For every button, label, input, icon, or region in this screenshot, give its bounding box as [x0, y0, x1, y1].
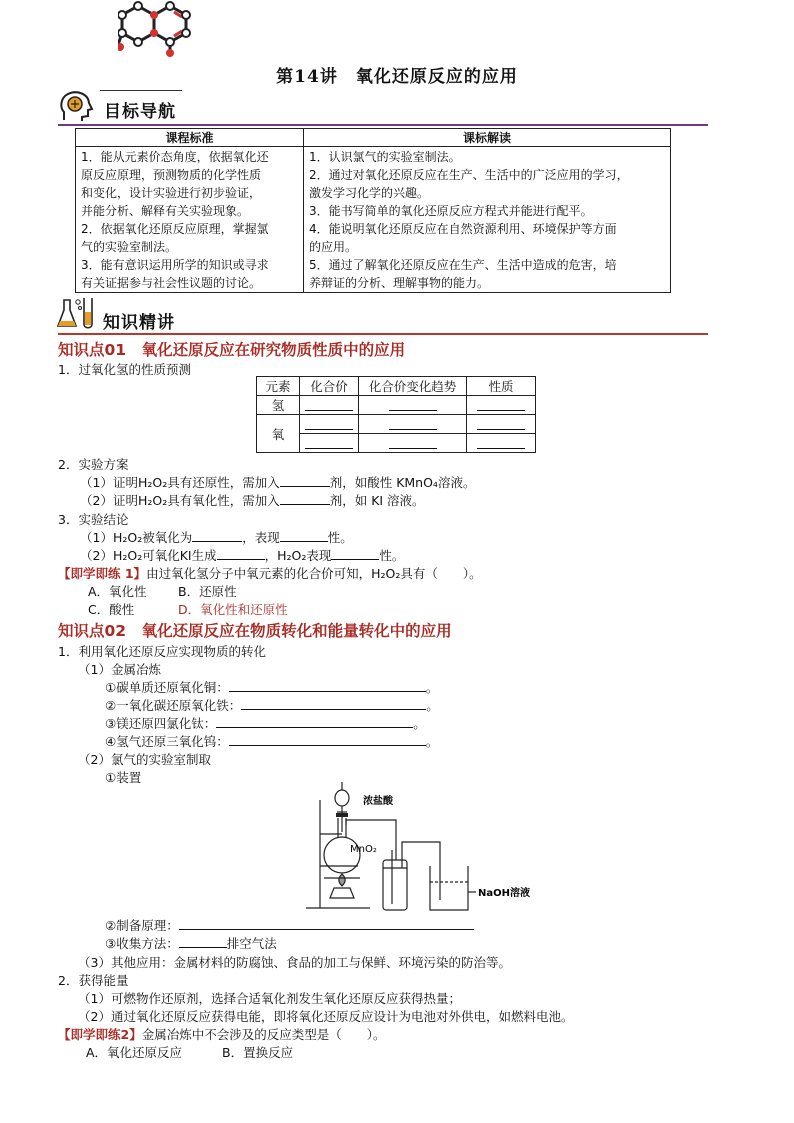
- kp1-item3-1-mid: ，表现: [242, 530, 280, 545]
- standards-left-line: 原反应原理，预测物质的化学性质: [81, 168, 262, 182]
- practice2-option-a[interactable]: A．氧化还原反应: [86, 1045, 183, 1060]
- kp2-principle-text: ②制备原理：: [105, 918, 179, 933]
- goals-heading: 目标导航: [104, 102, 176, 122]
- prop-header-element: 元素: [257, 377, 300, 396]
- chlorine-apparatus-diagram: [300, 780, 540, 915]
- period: 。: [413, 716, 426, 731]
- kp1-item3-1-tail: 性。: [327, 530, 353, 545]
- kp2-e2: （2）通过氧化还原反应获得电能，即将氧化还原反应设计为电池对外供电，如燃料电池。: [78, 1009, 574, 1024]
- standards-header-right: 课标解读: [304, 129, 671, 147]
- label-conc-hcl: 浓盐酸: [363, 796, 393, 807]
- kp2-collect-text: ③收集方法：: [105, 936, 179, 951]
- period: 。: [425, 734, 439, 749]
- kp2-title: 知识点02 氧化还原反应在物质转化和能量转化中的应用: [58, 622, 452, 640]
- standards-left-line: 和变化，设计实验进行初步验证，: [81, 186, 262, 200]
- kp2-m1: [105, 678, 438, 696]
- prop-row-oxygen: 氧: [257, 415, 300, 453]
- kp2-m4: [105, 732, 438, 750]
- blank-cell: [467, 434, 536, 453]
- kp1-item2-2-text: （2）证明H₂O₂具有氧化性，需加入: [80, 493, 280, 508]
- kp1-item2-2-tail: 剂，如 KI 溶液。: [329, 493, 425, 508]
- standards-right-cell: [304, 147, 671, 293]
- answer-blank[interactable]: [331, 547, 379, 560]
- kp1-item3-2-text: （2）H₂O₂可氧化KI生成: [80, 548, 217, 563]
- standards-left-line: 3．能有意识运用所学的知识或寻求: [81, 258, 269, 272]
- knowledge-rule: [58, 333, 708, 335]
- blank-cell: [359, 434, 467, 453]
- kp2-m3: [105, 714, 426, 732]
- practice1-option-a[interactable]: A．氧化性: [88, 584, 147, 599]
- standards-left-line: 1．能从元素价态角度，依据氧化还: [81, 150, 269, 164]
- goals-rule: [58, 124, 708, 126]
- kp1-item2-2: [80, 491, 425, 509]
- page-title: 第14讲 氧化还原反应的应用: [276, 67, 518, 87]
- label-naoh: NaOH溶液: [478, 888, 530, 899]
- goals-divider-top: [100, 90, 182, 91]
- practice2-text: 金属冶炼中不会涉及的反应类型是（ ）。: [141, 1027, 386, 1042]
- standards-table: [75, 128, 671, 293]
- h2o2-property-table: [256, 376, 536, 453]
- label-mno2: MnO₂: [350, 844, 377, 855]
- practice1-tag: 【即学即练 1】: [58, 566, 147, 581]
- kp2-collect: [105, 934, 277, 952]
- prop-row-hydrogen: 氢: [257, 396, 300, 415]
- kp1-item3-2-mid: ，H₂O₂表现: [264, 548, 332, 563]
- head-brain-icon: [58, 90, 94, 124]
- practice2-option-b[interactable]: B．置换反应: [222, 1045, 294, 1060]
- standards-left-line: 并能分析、解释有关实验现象。: [81, 204, 250, 218]
- kp2-sub1: （1）金属冶炼: [78, 662, 161, 677]
- kp1-item1: 1．过氧化氢的性质预测: [58, 362, 191, 377]
- standards-right-line: 激发学习化学的兴趣。: [309, 186, 430, 200]
- kp2-m1-text: ①碳单质还原氧化铜：: [105, 680, 229, 695]
- kp2-item2: 2．获得能量: [58, 973, 129, 988]
- kp1-item3-2-tail: 性。: [379, 548, 405, 563]
- blank-cell: [300, 415, 359, 434]
- flask-icon: [56, 296, 100, 332]
- answer-blank[interactable]: [192, 529, 242, 542]
- answer-blank[interactable]: [280, 474, 330, 487]
- practice1-option-c[interactable]: C．酸性: [88, 602, 135, 617]
- kp2-sub2: （2）氯气的实验室制取: [78, 752, 211, 767]
- kp1-item3-1-text: （1）H₂O₂被氧化为: [80, 530, 193, 545]
- blank-cell: [467, 396, 536, 415]
- practice2-question: [58, 1025, 385, 1043]
- standards-header-left: 课程标准: [76, 129, 304, 147]
- blank-cell: [359, 396, 467, 415]
- kp2-m2: [105, 696, 439, 714]
- kp2-m3-text: ③镁还原四氯化钛：: [105, 716, 217, 731]
- period: 。: [425, 680, 439, 695]
- practice2-tag: 【即学即练2】: [58, 1027, 142, 1042]
- standards-right-line: 的应用。: [309, 240, 358, 254]
- kp2-m4-text: ④氢气还原三氧化钨：: [105, 734, 229, 749]
- molecule-logo-icon: [118, 0, 198, 58]
- kp2-m2-text: ②一氧化碳还原氧化铁：: [105, 698, 242, 713]
- period: 。: [426, 698, 439, 713]
- prop-header-property: 性质: [467, 377, 536, 396]
- answer-blank[interactable]: [217, 547, 265, 560]
- standards-left-line: 气的实验室制法。: [81, 240, 178, 254]
- answer-blank[interactable]: [229, 733, 426, 746]
- kp1-item2-1-tail: 剂，如酸性 KMnO₄溶液。: [329, 475, 476, 490]
- standards-right-line: 2．通过对氧化还原反应在生产、生活中的广泛应用的学习，: [309, 168, 629, 182]
- kp1-title: 知识点01 氧化还原反应在研究物质性质中的应用: [58, 341, 406, 359]
- kp2-principle: [105, 916, 474, 934]
- answer-blank[interactable]: [280, 492, 330, 505]
- blank-cell: [359, 415, 467, 434]
- answer-blank[interactable]: [280, 529, 328, 542]
- practice1-option-b[interactable]: B．还原性: [178, 584, 237, 599]
- standards-left-cell: [76, 147, 304, 293]
- standards-left-line: 2．依据氧化还原反应原理，掌握氯: [81, 222, 269, 236]
- kp2-collect-tail: 排空气法: [226, 936, 277, 951]
- answer-blank[interactable]: [241, 697, 426, 710]
- kp1-item2-1: [80, 473, 475, 491]
- answer-blank[interactable]: [179, 935, 227, 948]
- prop-header-valence: 化合价: [300, 377, 359, 396]
- kp2-sub3: （3）其他应用：金属材料的防腐蚀、食品的加工与保鲜、环境污染的防治等。: [78, 955, 511, 970]
- standards-right-line: 养辩证的分析、理解事物的能力。: [309, 276, 490, 290]
- kp1-item3-2: [80, 546, 404, 564]
- blank-cell: [300, 396, 359, 415]
- blank-cell: [467, 415, 536, 434]
- standards-right-line: 5．通过了解氧化还原反应在生产、生活中造成的危害，培: [309, 258, 617, 272]
- knowledge-heading: 知识精讲: [103, 313, 175, 333]
- practice1-option-d[interactable]: D．氧化性和还原性: [178, 602, 288, 617]
- standards-left-line: 有关证据参与社会性议题的讨论。: [81, 276, 262, 290]
- answer-blank[interactable]: [216, 715, 413, 728]
- standards-right-line: 4．能说明氧化还原反应在自然资源利用、环境保护等方面: [309, 222, 617, 236]
- practice1-question: [58, 564, 482, 582]
- answer-blank[interactable]: [229, 679, 426, 692]
- kp1-item2-1-text: （1）证明H₂O₂具有还原性，需加入: [80, 475, 280, 490]
- kp2-e1: （1）可燃物作还原剂，选择合适氧化剂发生氧化还原反应获得热量；: [78, 991, 461, 1006]
- kp1-item3: 3．实验结论: [58, 512, 129, 527]
- blank-cell: [300, 434, 359, 453]
- kp1-item2: 2．实验方案: [58, 457, 129, 472]
- kp1-item3-1: [80, 528, 353, 546]
- standards-right-line: 1．认识氯气的实验室制法。: [309, 150, 461, 164]
- prop-header-trend: 化合价变化趋势: [359, 377, 467, 396]
- answer-blank[interactable]: [179, 917, 474, 930]
- kp2-item1: 1．利用氧化还原反应实现物质的转化: [58, 644, 266, 659]
- practice1-text: 由过氧化氢分子中氧元素的化合价可知，H₂O₂具有（ ）。: [146, 566, 482, 581]
- kp2-apparatus-label: ①装置: [105, 770, 142, 785]
- standards-right-line: 3．能书写简单的氧化还原反应方程式并能进行配平。: [309, 204, 593, 218]
